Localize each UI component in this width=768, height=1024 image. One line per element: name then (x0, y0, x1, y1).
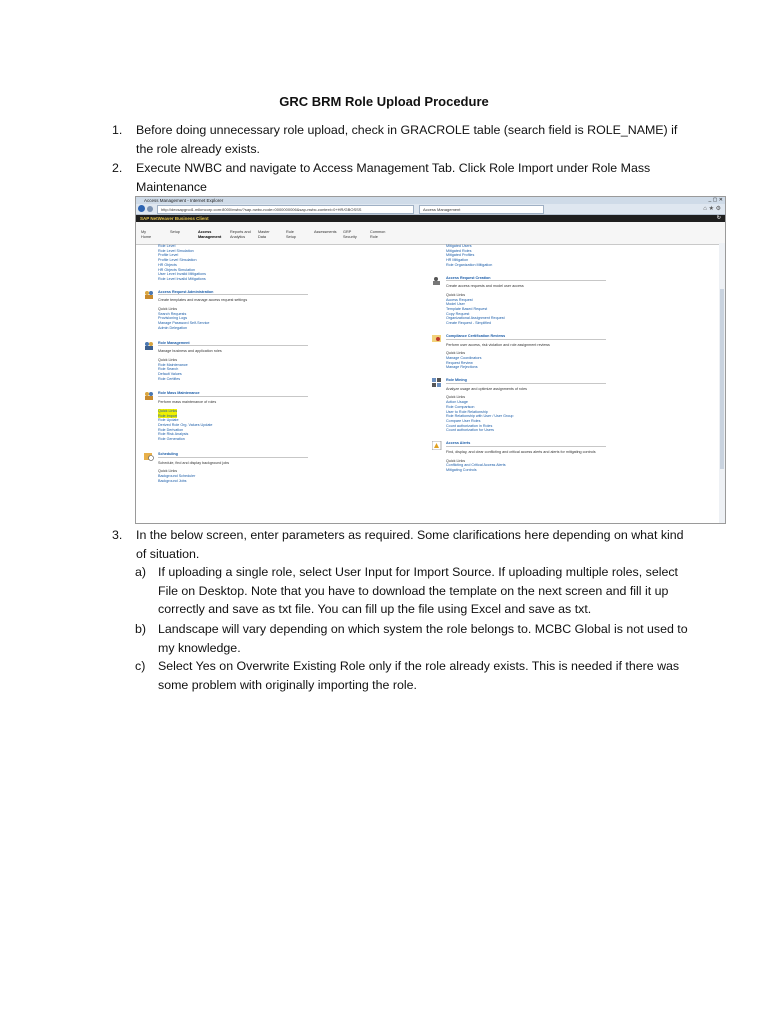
link-item: Role Maintenance (158, 362, 188, 367)
section-links (158, 474, 308, 483)
section-links (446, 298, 606, 326)
link-item: Derived Role Org. Values Update (158, 422, 213, 427)
right-column (446, 244, 606, 473)
quick-links-label: Quick Links (446, 395, 466, 400)
section-links (446, 356, 606, 370)
link-item: Mitigated Roles (446, 248, 472, 253)
section-desc: Perform mass maintenance of roles (158, 400, 217, 405)
section-desc: Analyze usage and optimize assignments of roles (446, 386, 527, 391)
left-top-links (158, 244, 308, 282)
step-text: Execute NWBC and navigate to Access Management Tab. Click Role Import under Role Mass Maintenance (136, 161, 651, 194)
substep-label: a) (135, 565, 147, 579)
step-1 (112, 121, 692, 158)
window-controls: _ ▢ ✕ (708, 197, 723, 203)
step-2 (112, 159, 692, 196)
section-links (446, 400, 606, 433)
nav-item: GRP Security (343, 230, 357, 239)
nav-item: Setup (170, 230, 180, 234)
link-item: Mitigated Profiles (446, 253, 475, 258)
browser-tab: Access Management (419, 205, 544, 214)
section-scheduling (158, 452, 308, 484)
forward-icon (147, 206, 153, 212)
section-heading: Access Request Administration (158, 289, 214, 294)
link-item: Role Level Simulation (158, 248, 194, 253)
link-item: Organizational Assignment Request (446, 316, 505, 321)
substep-text: Landscape will vary depending on which system the role belongs to. MCBC Global is not used to my knowledge. (158, 622, 688, 655)
ie-window-title: Access Management - Internet Explorer (144, 198, 224, 203)
substep-c (135, 657, 690, 694)
link-item: Default Values (158, 372, 182, 377)
scrollbar (719, 243, 725, 523)
people-icon (144, 341, 154, 350)
link-item: Action Usage (446, 400, 468, 405)
section-access-request-creation (446, 276, 606, 326)
section-heading: Scheduling (158, 451, 178, 456)
quick-links-label: Quick Links (158, 469, 178, 474)
link-item: Role Comparison (446, 404, 475, 409)
link-item: Role Level Invalid Mitigations (158, 276, 206, 281)
section-links (446, 463, 606, 472)
ie-title-bar (136, 197, 725, 204)
nav-item-active: Access Management (198, 230, 222, 239)
section-links (158, 312, 308, 331)
link-item: Profile Level (158, 253, 179, 258)
link-item: Mitigating Controls (446, 467, 477, 472)
section-heading: Compliance Certification Reviews (446, 333, 506, 338)
section-heading: Role Mining (446, 378, 467, 383)
certificate-icon (432, 334, 442, 343)
link-item: Compare User Roles (446, 418, 481, 423)
section-role-mass-maintenance (158, 391, 308, 441)
back-icon (138, 205, 145, 212)
quick-links-label: Quick Links (446, 292, 466, 297)
ie-address-bar (136, 204, 725, 215)
substep-label: b) (135, 622, 147, 636)
step-number: 1. (112, 123, 123, 137)
quick-links-label: Quick Links (158, 357, 178, 362)
link-item: Manage Password Self-Service (158, 321, 210, 326)
link-item: Mitigated Users (446, 244, 472, 248)
link-item: Role Generation (158, 437, 185, 442)
section-desc: Manage business and application roles (158, 349, 222, 354)
nwbc-screenshot (135, 196, 726, 524)
step-text: In the below screen, enter parameters as required. Some clarifications here depending on what kind of situation. (136, 528, 684, 561)
link-item: HR Mitigation (446, 258, 469, 263)
person-icon (432, 276, 442, 285)
link-item: Provisioning Logs (158, 316, 188, 321)
section-links (158, 414, 308, 442)
document-title: GRC BRM Role Upload Procedure (279, 94, 489, 109)
calendar-clock-icon (144, 452, 154, 461)
quick-links-label: Quick Links (446, 351, 466, 356)
substep-label: c) (135, 659, 146, 673)
step-3 (112, 526, 692, 563)
link-item: Manage Coordinators (446, 355, 482, 360)
alert-icon (432, 441, 442, 450)
link-item: Background Scheduler (158, 473, 196, 478)
section-heading: Role Mass Maintenance (158, 391, 200, 396)
quick-links-label: Quick Links (158, 307, 178, 312)
section-heading: Role Management (158, 340, 190, 345)
section-desc: Create templates and manage access request settings (158, 298, 248, 303)
nav-item: Common Role (370, 230, 386, 239)
sap-title-bar (136, 215, 725, 222)
substep-text: Select Yes on Overwrite Existing Role only if the role already exists. This is needed if there was some problem with originally importing the role. (158, 659, 680, 692)
link-item: Template Based Request (446, 307, 488, 312)
substep-text: If uploading a single role, select User Input for Import Source. If uploading multiple roles, select File on Desktop. Note that you have to download the template on the next screen and fill it up correctly and save as txt file. You can fill up the file using Excel and save as txt. (158, 565, 678, 616)
section-desc: Perform user access, risk violation and role assignment reviews (446, 342, 550, 347)
scrollbar-thumb (720, 289, 724, 469)
link-item: Count authorization in Roles (446, 423, 493, 428)
section-desc: Create access requests and model user access (446, 284, 524, 289)
url-field: http://decsapgrcd1.mlkmcorp.com:8000/nwbc/?sap-nwbc-node=0000000006&sap-nwbc-context=0+HR/GBOSSS (157, 205, 414, 214)
nav-item: Master Data (258, 230, 270, 239)
link-item: Manage Rejections (446, 365, 478, 370)
link-item: Role Level (158, 244, 176, 248)
nav-item: Rule Setup (286, 230, 296, 239)
people-icon (144, 290, 154, 299)
section-compliance-reviews (446, 334, 606, 370)
link-item: HR Objects Simulation (158, 267, 196, 272)
link-item: Model User (446, 302, 465, 307)
link-item: User Level Invalid Mitigations (158, 272, 206, 277)
substep-a (135, 563, 690, 619)
link-item: User to Role Relationship (446, 409, 488, 414)
quick-links-label: Quick Links (158, 408, 178, 413)
role-import-link: Role Import (158, 413, 178, 418)
section-access-alerts (446, 441, 606, 473)
link-item: Role Search (158, 367, 179, 372)
section-desc: Find, display, and clear conflicting and critical access alerts and alerts for mitigating controls (446, 449, 596, 454)
link-item: Role Derivation (158, 427, 184, 432)
step-number: 2. (112, 161, 123, 175)
link-item: Role Relationship with User / User Group (446, 414, 514, 419)
link-item: Access Request (446, 297, 473, 302)
grid-icon (432, 378, 442, 387)
section-role-management (158, 341, 308, 382)
step-number: 3. (112, 528, 123, 542)
link-item: Search Requests (158, 311, 187, 316)
link-item: Request Review (446, 360, 473, 365)
home-star-gear-icon: ⌂ ★ ⚙ (703, 206, 721, 212)
link-item: Conflicting and Critical Access Alerts (446, 463, 506, 468)
link-item: Role Update (158, 418, 179, 423)
step-text: Before doing unnecessary role upload, check in GRACROLE table (search field is ROLE_NAME) if the role already exists. (136, 123, 678, 156)
nav-item: My Home (141, 230, 152, 239)
right-top-links (446, 244, 606, 268)
link-item: Copy Request (446, 311, 470, 316)
link-item: HR Objects (158, 262, 177, 267)
section-heading: Access Request Creation (446, 275, 491, 280)
link-item: Role Risk Analysis (158, 432, 189, 437)
link-item: Role Organization Mitigation (446, 262, 493, 267)
section-desc: Schedule, find and display background jobs (158, 460, 230, 465)
sap-title: SAP NetWeaver Business Client (140, 216, 209, 221)
substep-b (135, 620, 690, 657)
link-item: Role Certifies (158, 376, 181, 381)
link-item: Profile Level Simulation (158, 258, 197, 263)
link-item: Create Request - Simplified (446, 321, 492, 326)
section-access-request-admin (158, 290, 308, 331)
nav-item: Assessments (314, 230, 337, 234)
link-item: Background Jobs (158, 478, 187, 483)
link-item: Count authorization for Users (446, 428, 494, 433)
refresh-icon: ↻ (716, 215, 721, 221)
nav-item: Reports and Analytics (230, 230, 251, 239)
section-links (158, 363, 308, 382)
sap-nav-tabs (136, 222, 725, 245)
section-role-mining (446, 378, 606, 433)
link-item: Admin Delegation (158, 325, 188, 330)
people-icon (144, 391, 154, 400)
left-column (158, 244, 308, 483)
quick-links-label: Quick Links (446, 458, 466, 463)
section-heading: Access Alerts (446, 441, 471, 446)
